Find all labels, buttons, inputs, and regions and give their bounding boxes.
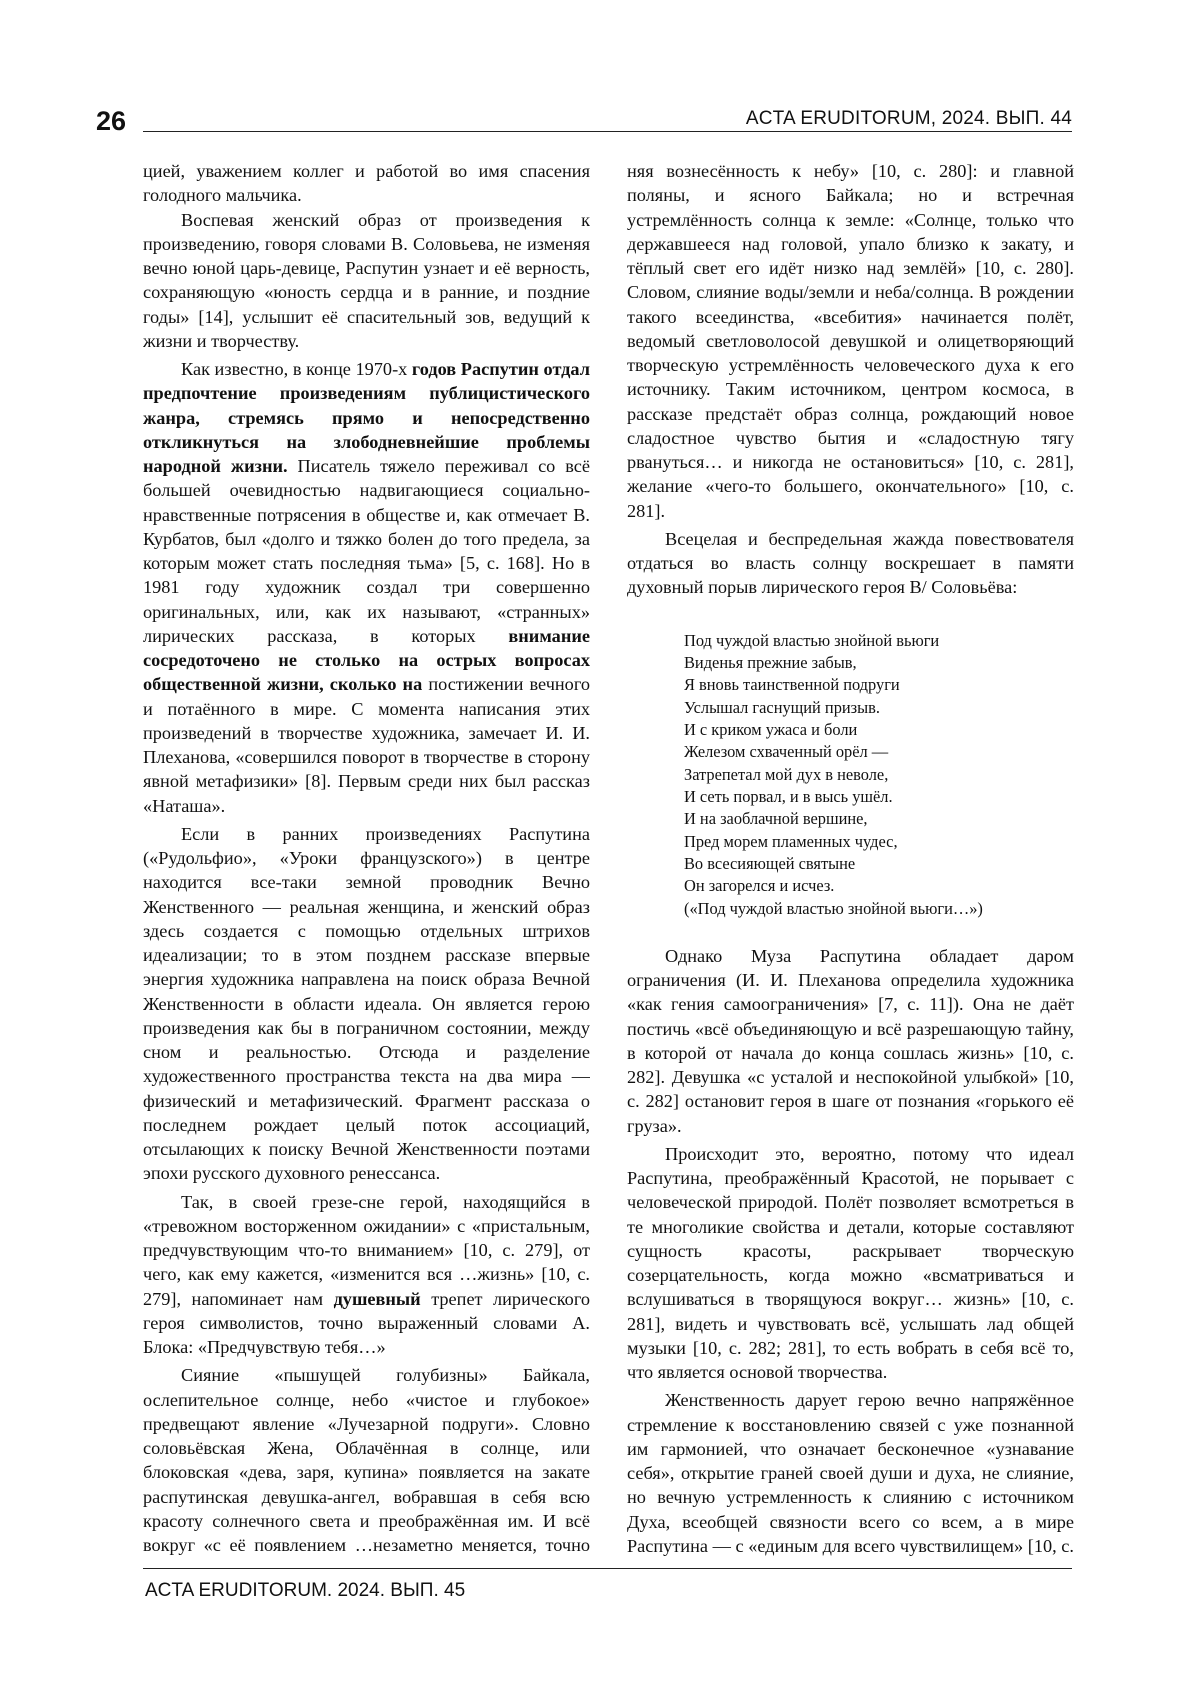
- running-header: ACTA ERUDITORUM, 2024. ВЫП. 44: [746, 108, 1072, 130]
- journal-page: [0, 0, 1200, 1697]
- text-run: постижении вечного и потаённого в мире. С момента написания этих произведений в творчестве художника, замечает И. И. Плеханова, «совершился поворот в творчестве в сторону явной метафизики» [8]. Первым среди них был рассказ «Наташа».: [143, 674, 590, 815]
- poem-line: Пред морем пламенных чудес,: [684, 831, 1074, 853]
- paragraph: няя вознесённость к небу» [10, с. 280]: и главной поляны, и ясного Байкала; но и встречная устремлённость солнца к земле: «Солнце, только что державшееся над головой, упало близко к закату, и тёплый свет его идёт низко над землёй» [10, с. 280]. Словом, слияние воды/земли и неба/солнца. В рождении такого всеединства, «всебития» начинается полёт, ведомый светловолосой девушкой и олицетворяющий творческую устремлённость человеческого духа к его источнику. Таким источником, центром космоса, в рассказе предстаёт образ солнца, рождающий новое сладостное чувство бытия и «сладостную тягу рвануться… и никогда не остановиться» [10, с. 281], желание «чего-то большего, окончательного» [10, с. 281].: [627, 159, 1074, 523]
- footer-rule: [143, 1568, 1072, 1569]
- poem-line: Виденья прежние забыв,: [684, 652, 1074, 674]
- poem-quote: [684, 630, 1074, 920]
- poem-line: Под чуждой властью знойной вьюги: [684, 630, 1074, 652]
- paragraph: цией, уважением коллег и работой во имя спасения голодного мальчика.: [143, 159, 590, 208]
- poem-line: И на заоблачной вершине,: [684, 808, 1074, 830]
- page-number: 26: [96, 106, 126, 137]
- poem-line: И сеть порвал, и в высь ушёл.: [684, 786, 1074, 808]
- text-run: Как известно, в конце 1970-х: [181, 359, 412, 379]
- paragraph: Если в ранних произведениях Распутина («Рудольфио», «Уроки французского») в центре находится все-таки земной проводник Вечно Женственного — реальная женщина, и женский образ здесь создается с помощью отдельных штрихов идеализации; то в этом позднем рассказе впервые энергия художника направлена на поиск образа Вечной Женственности в области идеала. Он является герою произведения как бы в пограничном состоянии, между сном и реальностью. Отсюда и разделение художественного пространства текста на два мира — физический и метафизический. Фрагмент рассказа о последнем рождает целый поток ассоциаций, отсылающих к поиску Вечной Женственности поэтами эпохи русского духовного ренессанса.: [143, 822, 590, 1186]
- text-run: Писатель тяжело переживал со всё большей очевидностью надвигающиеся социально-нравственные потрясения в обществе и, как отмечает В. Курбатов, был «долго и тяжко болен до того предела, за которым может стать последняя тьма» [5, с. 168]. Но в 1981 году художник создал три совершенно оригинальных, или, как их называют, «странных» лирических рассказа, в которых: [143, 456, 590, 646]
- right-column: [627, 159, 1074, 1559]
- left-column: [143, 159, 590, 1559]
- poem-line: И с криком ужаса и боли: [684, 719, 1074, 741]
- paragraph: Однако Муза Распутина обладает даром ограничения (И. И. Плеханова определила художника «как гения самоограничения» [7, с. 11]). Она не даёт постичь «всё объединяющую и всё разрешающую тайну, в которой от начала до конца сошлась жизнь» [10, с. 282]. Девушка «с усталой и неспокойной улыбкой» [10, с. 282] остановит героя в шаге от познания «горького её груза».: [627, 944, 1074, 1138]
- paragraph: Происходит это, вероятно, потому что идеал Распутина, преображённый Красотой, не порывает с человеческой природой. Полёт позволяет всмотреться в те многоликие свойства и детали, которые составляют сущность красоты, раскрывает творческую созерцательность, когда можно «всматриваться и вслушиваться в творящуюся вокруг… жизнь» [10, с. 281], видеть и чувствовать всё, услышать лад общей музыки [10, с. 282; 281], то есть вобрать в себя всё то, что является основой творчества.: [627, 1142, 1074, 1385]
- text-run: Так, в своей грезе-сне герой, находящийся в «тревожном восторженном ожидании» с «пристальным, предчувствующим что-то вниманием» [10, с. 279], от чего, как ему кажется, «изменится вся …жизнь» [10, с. 279], напоминает нам: [143, 1192, 590, 1309]
- paragraph: [143, 357, 590, 818]
- paragraph: Воспевая женский образ от произведения к произведению, говоря словами В. Соловьева, не изменяя вечно юной царь-девице, Распутин узнает и её верность, сохраняющую «юность сердца и в ранние, и поздние годы» [14], услышит её спасительный зов, ведущий к жизни и творчеству.: [143, 208, 590, 354]
- paragraph: Сияние «пышущей голубизны» Байкала, ослепительное солнце, небо «чистое и глубокое» предвещают явление «Лучезарной подруги». Словно соловьёвская Жена, Облачённая в солнце, или блоковская «дева, заря, купина» появляется на закате распутинская девушка-ангел, вобравшая в себя всю красоту солнечного света и преображённая им. И всё вокруг «с её появлением …незаметно меняется, точно: [143, 1363, 590, 1559]
- paragraph: Всецелая и беспредельная жажда повествователя отдаться во власть солнцу воскрешает в памяти духовный порыв лирического героя В/ Соловьёва:: [627, 527, 1074, 600]
- paragraph: [143, 1190, 590, 1360]
- bold-text-run: внимание сосредоточено не столько на острых вопросах общественной жизни, сколько на: [143, 626, 590, 695]
- poem-line: Затрепетал мой дух в неволе,: [684, 764, 1074, 786]
- poem-line: Он загорелся и исчез.: [684, 875, 1074, 897]
- text-run: трепет лирического героя символистов, точно выраженный словами А. Блока: «Предчувствую тебя…»: [143, 1289, 590, 1358]
- poem-line: Железом схваченный орёл —: [684, 741, 1074, 763]
- header-rule: [143, 131, 1072, 132]
- bold-text-run: годов Распутин отдал предпочтение произведениям публицистического жанра, стремясь прямо и непосредственно откликнуться на злободневнейшие проблемы народной жизни.: [143, 359, 590, 476]
- poem-line: Услышал гаснущий призыв.: [684, 697, 1074, 719]
- poem-line: Я вновь таинственной подруги: [684, 674, 1074, 696]
- poem-line: Во всесияющей святыне: [684, 853, 1074, 875]
- bold-text-run: душевный: [334, 1289, 421, 1309]
- running-footer: ACTA ERUDITORUM. 2024. ВЫП. 45: [145, 1580, 465, 1602]
- paragraph: Женственность дарует герою вечно напряжённое стремление к восстановлению связей с уже познанной им гармонией, что означает бесконечное «узнавание себя», открытие граней своей души и духа, не слияние, но вечную устремленность к слиянию с источником Духа, всеобщей связности всего со всем, а в мире Распутина — с «единым для всего чувствилищем» [10, с.: [627, 1388, 1074, 1559]
- poem-source: («Под чуждой властью знойной вьюги…»): [684, 898, 1074, 920]
